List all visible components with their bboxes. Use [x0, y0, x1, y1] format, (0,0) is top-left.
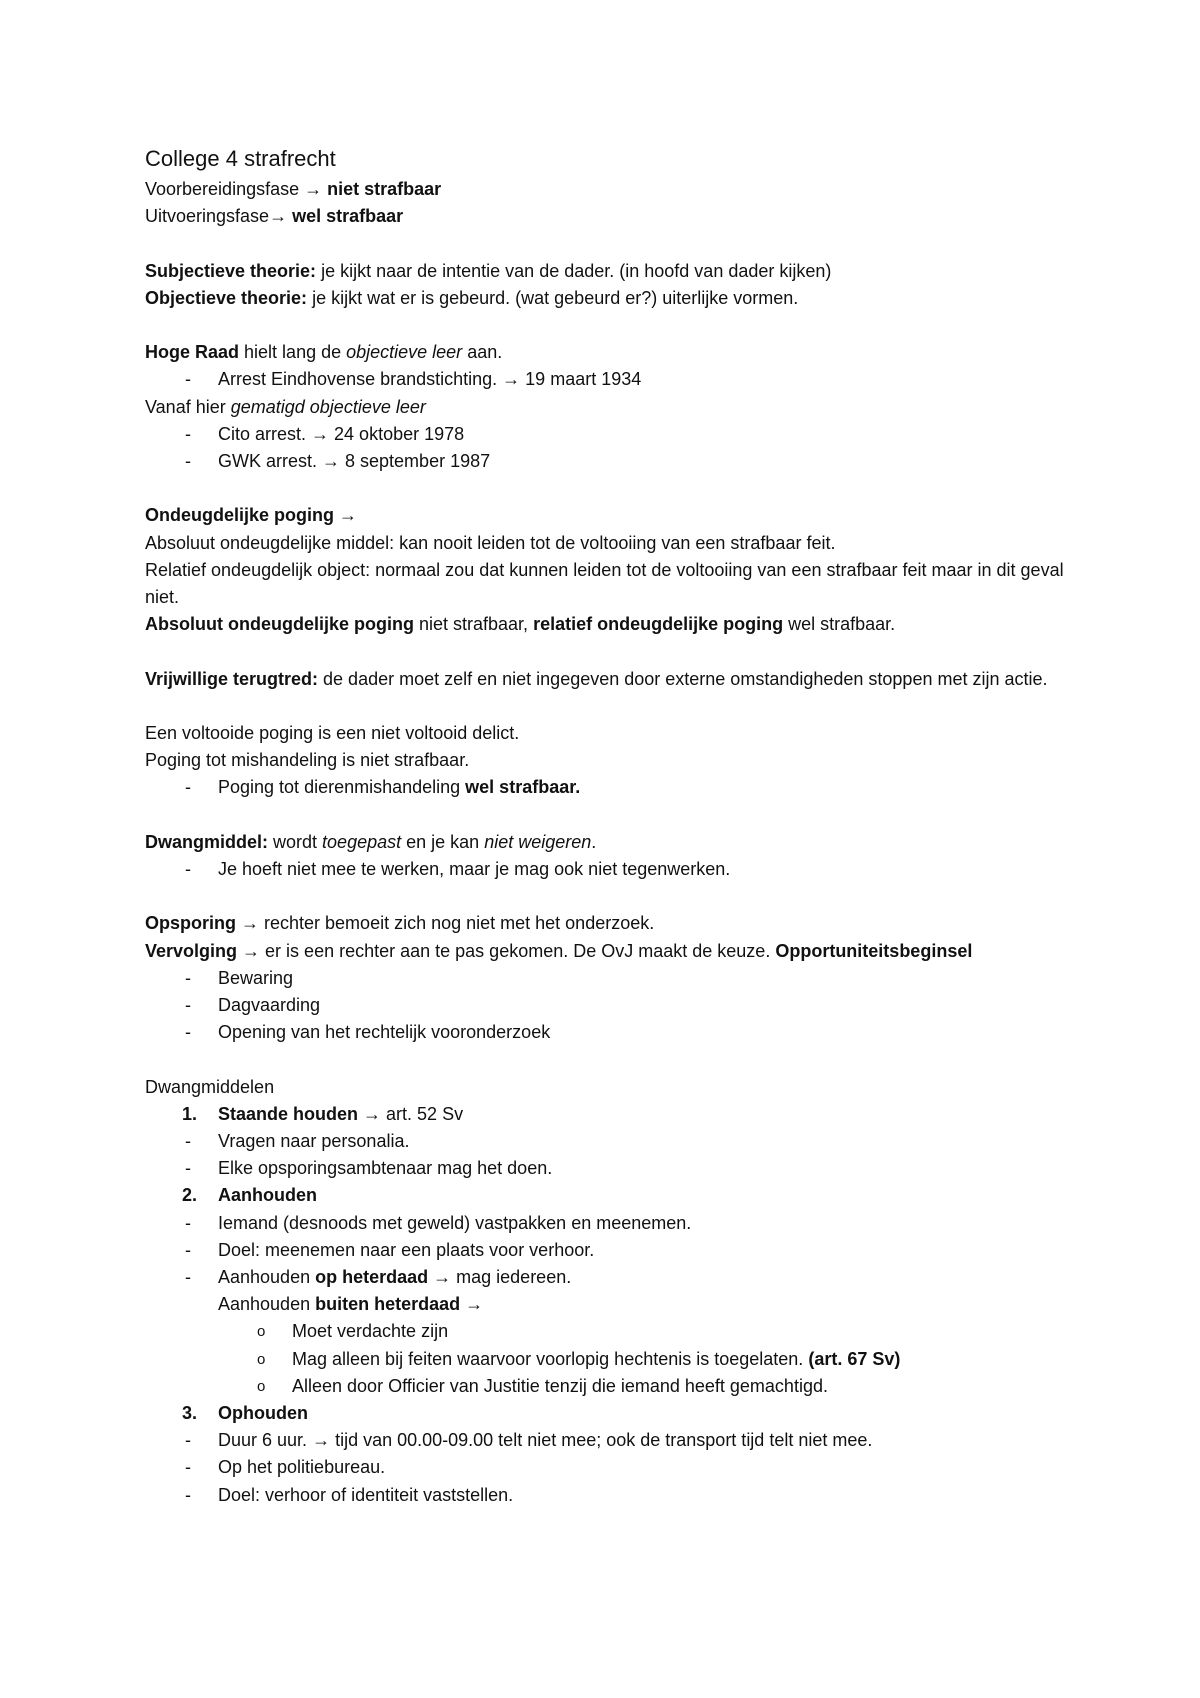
- bold-text: (art. 67 Sv): [808, 1348, 901, 1369]
- text: Poging tot dierenmishandeling: [218, 777, 466, 798]
- spacer: [145, 802, 1065, 829]
- text: Arrest Eindhovense brandstichting.: [218, 369, 503, 390]
- paragraph: Absoluut ondeugdelijke middel: kan nooit leiden tot de voltooiing van een strafbaar feit.: [145, 532, 836, 553]
- vanaf-hier-line: [145, 394, 1065, 421]
- bold-text: buiten heterdaad: [315, 1294, 461, 1315]
- list-item: [145, 448, 1065, 475]
- text: 8 september 1987: [340, 451, 491, 471]
- text: Elke opsporingsambtenaar mag het doen.: [218, 1158, 553, 1179]
- terugtred-paragraph: [145, 666, 1065, 693]
- spacer: [145, 693, 1065, 720]
- list-item: [145, 856, 1065, 883]
- numbered-item: [145, 1182, 1065, 1209]
- bullet-icon: -: [185, 423, 191, 444]
- bold-text: Ophouden: [218, 1403, 308, 1424]
- paragraph: [145, 611, 1065, 638]
- text: Aanhouden: [218, 1294, 316, 1315]
- sub-list-item: [145, 1318, 1065, 1345]
- text: Vanaf hier: [145, 396, 231, 417]
- opsporing-paragraph: [145, 910, 1065, 937]
- objectieve-theorie: [145, 285, 1065, 312]
- document-title: College 4 strafrecht: [145, 146, 336, 171]
- bullet-icon: -: [185, 1212, 191, 1233]
- bold-text: Dwangmiddel:: [145, 831, 269, 852]
- bold-text: Ondeugdelijke poging: [145, 505, 340, 526]
- number-marker: 2.: [182, 1185, 198, 1206]
- text: je kijkt wat er is gebeurd. (wat gebeurd er?) uiterlijke vormen.: [307, 287, 799, 308]
- arrow-icon: →: [312, 1430, 331, 1451]
- list-item: [145, 1482, 1065, 1509]
- spacer: [145, 312, 1065, 339]
- bold-text: op heterdaad: [315, 1267, 429, 1287]
- list-item: [145, 1264, 1065, 1291]
- text: Iemand (desnoods met geweld) vastpakken en meenemen.: [218, 1212, 692, 1233]
- list-item: [145, 1128, 1065, 1155]
- bold-text: Subjectieve theorie:: [145, 260, 317, 281]
- text: wordt: [268, 831, 323, 852]
- text: Mag alleen bij feiten waarvoor voorlopig hechtenis is toegelaten.: [292, 1348, 809, 1369]
- text: Opening van het rechtelijk vooronderzoek: [218, 1022, 551, 1043]
- bold-text: relatief ondeugdelijke poging: [533, 614, 784, 635]
- bullet-icon: -: [185, 967, 191, 988]
- list-item: [145, 1454, 1065, 1481]
- italic-text: niet weigeren: [484, 831, 592, 852]
- text: de dader moet zelf en niet ingegeven door externe omstandigheden stoppen met zijn actie.: [318, 668, 1048, 689]
- sub-list-item: [145, 1373, 1065, 1400]
- text: 19 maart 1934: [520, 369, 642, 390]
- bold-text: Opsporing: [145, 913, 236, 934]
- text: 24 oktober 1978: [329, 423, 465, 444]
- text: wel strafbaar.: [783, 614, 896, 635]
- numbered-item: [145, 1101, 1065, 1128]
- text: art. 52 Sv: [381, 1103, 464, 1124]
- bullet-icon: -: [185, 1430, 191, 1451]
- bold-text: Opportuniteitsbeginsel: [775, 940, 973, 961]
- list-item: [145, 366, 1065, 393]
- text: rechter bemoeit zich nog niet met het onderzoek.: [259, 913, 655, 934]
- bullet-icon: -: [185, 994, 191, 1015]
- bullet-icon: -: [185, 1022, 191, 1043]
- arrow-icon: →: [269, 206, 288, 227]
- text: GWK arrest.: [218, 451, 323, 471]
- text: er is een rechter aan te pas gekomen. De OvJ maakt de keuze.: [260, 940, 776, 961]
- bold-text: wel strafbaar.: [465, 777, 581, 798]
- hoge-raad-line: [145, 339, 1065, 366]
- arrow-icon: →: [363, 1103, 382, 1124]
- list-item: [145, 992, 1065, 1019]
- bullet-icon: -: [185, 1484, 191, 1505]
- vervolging-paragraph: [145, 938, 1065, 965]
- text: tijd van 00.00-09.00 telt niet mee; ook de transport tijd telt niet mee.: [330, 1430, 873, 1451]
- paragraph: Relatief ondeugdelijk object: normaal zou dat kunnen leiden tot de voltooiing van een strafbaar feit maar in dit geval niet.: [145, 559, 1064, 607]
- text: .: [591, 831, 597, 852]
- italic-text: toegepast: [322, 831, 402, 852]
- sub-list-item: [145, 1346, 1065, 1373]
- arrow-icon: →: [241, 913, 260, 934]
- list-item: [145, 774, 1065, 801]
- spacer: [145, 638, 1065, 665]
- bullet-icon: -: [185, 369, 191, 390]
- number-marker: 3.: [182, 1403, 198, 1424]
- text: Dagvaarding: [218, 994, 321, 1015]
- spacer: [145, 1046, 1065, 1073]
- circle-bullet-icon: o: [257, 1323, 266, 1341]
- text: aan.: [462, 342, 503, 363]
- text: niet strafbaar,: [413, 614, 534, 635]
- list-item: [145, 965, 1065, 992]
- spacer: [145, 230, 1065, 257]
- numbered-item: [145, 1400, 1065, 1427]
- bullet-icon: -: [185, 451, 191, 471]
- bullet-icon: -: [185, 1457, 191, 1478]
- list-item: [145, 1210, 1065, 1237]
- bold-text: niet strafbaar: [327, 179, 442, 199]
- list-item: [145, 421, 1065, 448]
- fase-voorbereiding: [145, 176, 1065, 203]
- bold-text: Aanhouden: [218, 1185, 317, 1206]
- arrow-icon: →: [339, 505, 358, 526]
- text: Doel: meenemen naar een plaats voor verhoor.: [218, 1239, 595, 1260]
- text: hielt lang de: [239, 342, 347, 363]
- dwangmiddel-paragraph: [145, 829, 1065, 856]
- circle-bullet-icon: o: [257, 1350, 266, 1368]
- circle-bullet-icon: o: [257, 1377, 266, 1395]
- arrow-icon: →: [433, 1267, 452, 1287]
- bullet-icon: -: [185, 1239, 191, 1260]
- text: Moet verdachte zijn: [292, 1321, 449, 1342]
- italic-text: objectieve leer: [346, 342, 463, 363]
- text: Alleen door Officier van Justitie tenzij die iemand heeft gemachtigd.: [292, 1375, 828, 1396]
- fase-uitvoering: [145, 203, 1065, 230]
- arrow-icon: →: [311, 423, 330, 444]
- bold-text: wel strafbaar: [292, 206, 404, 227]
- bullet-icon: -: [185, 1130, 191, 1151]
- list-continuation: [145, 1291, 1065, 1318]
- list-item: [145, 1155, 1065, 1182]
- ondeugdelijk-heading: [145, 502, 1065, 529]
- arrow-icon: →: [304, 179, 323, 199]
- text: Voorbereidingsfase: [145, 179, 305, 199]
- paragraph: Poging tot mishandeling is niet strafbaar.: [145, 750, 470, 771]
- list-item: [145, 1427, 1065, 1454]
- bold-text: Vervolging: [145, 940, 238, 961]
- text: en je kan: [401, 831, 485, 852]
- text: Aanhouden: [218, 1267, 316, 1287]
- text: Je hoeft niet mee te werken, maar je mag ook niet tegenwerken.: [218, 858, 731, 879]
- paragraph: Een voltooide poging is een niet voltooid delict.: [145, 722, 520, 743]
- bullet-icon: -: [185, 858, 191, 879]
- arrow-icon: →: [242, 940, 261, 961]
- document-body: [145, 142, 1065, 1509]
- list-item: [145, 1019, 1065, 1046]
- text: Cito arrest.: [218, 423, 312, 444]
- italic-text: gematigd objectieve leer: [230, 396, 426, 417]
- bold-text: Objectieve theorie:: [145, 287, 308, 308]
- bold-text: Absoluut ondeugdelijke poging: [145, 614, 414, 635]
- spacer: [145, 475, 1065, 502]
- bold-text: Staande houden: [218, 1103, 359, 1124]
- text: Bewaring: [218, 967, 294, 988]
- subjectieve-theorie: [145, 258, 1065, 285]
- text: Op het politiebureau.: [218, 1457, 386, 1478]
- text: Doel: verhoor of identiteit vaststellen.: [218, 1484, 514, 1505]
- text: Uitvoeringsfase: [145, 206, 270, 227]
- bullet-icon: -: [185, 777, 191, 798]
- bold-text: Hoge Raad: [145, 342, 240, 363]
- dwangmiddelen-heading: Dwangmiddelen: [145, 1076, 275, 1097]
- arrow-icon: →: [322, 451, 341, 471]
- bullet-icon: -: [185, 1158, 191, 1179]
- number-marker: 1.: [182, 1103, 198, 1124]
- bullet-icon: -: [185, 1267, 191, 1287]
- text: je kijkt naar de intentie van de dader. (in hoofd van dader kijken): [316, 260, 832, 281]
- text: Duur 6 uur.: [218, 1430, 313, 1451]
- bold-text: Vrijwillige terugtred:: [145, 668, 319, 689]
- spacer: [145, 883, 1065, 910]
- text: mag iedereen.: [451, 1267, 572, 1287]
- list-item: [145, 1237, 1065, 1264]
- arrow-icon: →: [465, 1294, 484, 1315]
- arrow-icon: →: [502, 369, 521, 390]
- text: Vragen naar personalia.: [218, 1130, 410, 1151]
